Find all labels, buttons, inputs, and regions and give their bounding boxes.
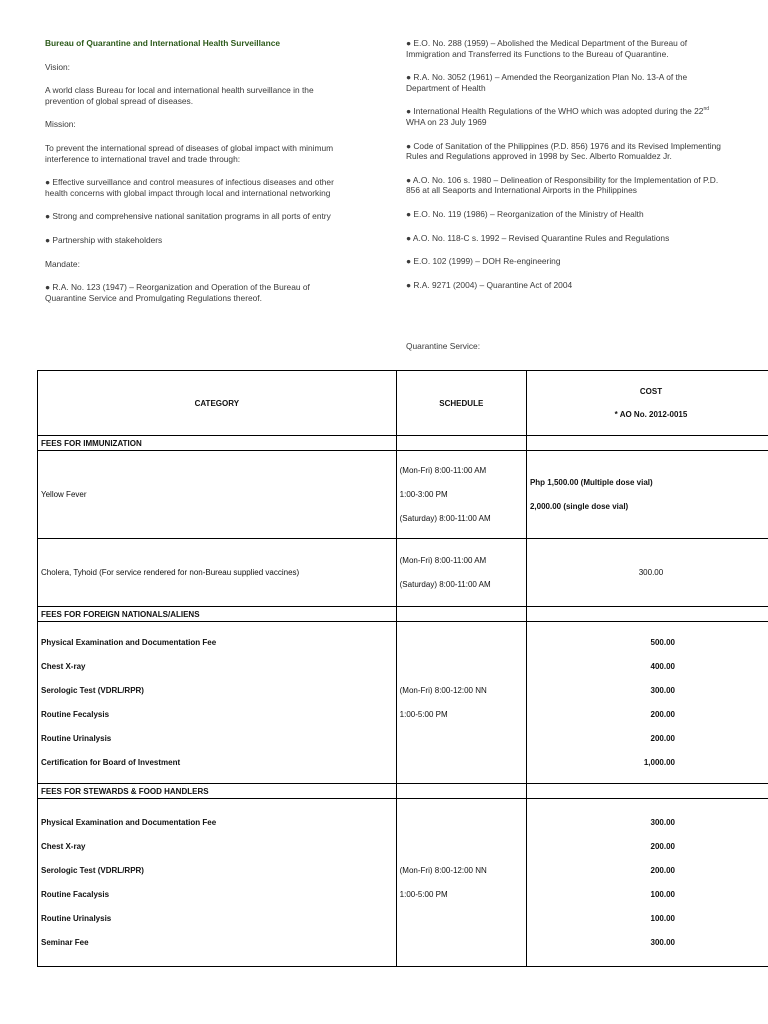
section-row-immunization	[38, 436, 768, 451]
cost-cell: Php 1,500.00 (Multiple dose vial) 2,000.00 (single dose vial)	[526, 451, 768, 539]
mission-item: ● Effective surveillance and control measures of infectious diseases and other health concerns with global impact through local and international networking	[45, 177, 334, 198]
table-row	[38, 451, 768, 539]
cost-cell: 300.00 200.00 200.00 100.00 100.00 300.00	[526, 799, 768, 967]
table-row	[38, 799, 768, 967]
cost-cell: 300.00	[526, 539, 768, 607]
law-item: ● E.O. No. 119 (1986) – Reorganization of the Ministry of Health	[406, 208, 644, 219]
header-category: CATEGORY	[38, 371, 397, 436]
table-row	[38, 622, 768, 784]
header-schedule: SCHEDULE	[396, 371, 526, 436]
schedule-cell: (Mon-Fri) 8:00-12:00 NN 1:00-5:00 PM	[396, 622, 526, 784]
org-title: Bureau of Quarantine and International Health Surveillance	[45, 38, 281, 48]
category-cell: Cholera, Tyhoid (For service rendered for non-Bureau supplied vaccines)	[38, 539, 397, 607]
schedule-cell: (Mon-Fri) 8:00-11:00 AM (Saturday) 8:00-11:00 AM	[396, 539, 526, 607]
law-item: ● R.A. No. 3052 (1961) – Amended the Reorganization Plan No. 13-A of the Department of Health	[406, 72, 688, 93]
law-item: ● E.O. No. 288 (1959) – Abolished the Medical Department of the Bureau of Immigration and Transferred its Functions to the Bureau of Quarantine.	[406, 38, 688, 59]
law-item: ● E.O. 102 (1999) – DOH Re-engineering	[406, 256, 561, 267]
category-cell: Physical Examination and Documentation Fee Chest X-ray Serologic Test (VDRL/RPR) Routine Fecalysis Routine Urinalysis Certification for Board of Investment	[38, 622, 397, 784]
mission-item: ● Strong and comprehensive national sanitation programs in all ports of entry	[45, 211, 331, 222]
left-column	[45, 38, 350, 316]
quarantine-service-label: Quarantine Service:	[406, 341, 481, 351]
category-cell: Physical Examination and Documentation Fee Chest X-ray Serologic Test (VDRL/RPR) Routine Facalysis Routine Urinalysis Seminar Fee	[38, 799, 397, 967]
category-cell: Yellow Fever	[38, 451, 397, 539]
law-item: ● Code of Sanitation of the Philippines (P.D. 856) 1976 and its Revised Implementing Rules and Regulations approved in 1998 by Sec. Alberto Romualdez Jr.	[406, 140, 721, 162]
mandate-label: Mandate:	[45, 258, 80, 269]
vision-text: A world class Bureau for local and international health surveillance in the prevention of global spread of diseases.	[45, 85, 314, 106]
section-row-foreign	[38, 607, 768, 622]
vision-label: Vision:	[45, 61, 70, 72]
law-item-ihr: ● International Health Regulations of the WHO which was adopted during the 22nd WHA on 23 July 1969	[406, 106, 709, 127]
mandate-item: ● R.A. No. 123 (1947) – Reorganization and Operation of the Bureau of Quarantine Service and Promulgating Regulations thereof.	[45, 282, 310, 303]
section-title: FEES FOR FOREIGN NATIONALS/ALIENS	[38, 607, 397, 622]
law-item: ● R.A. 9271 (2004) – Quarantine Act of 2004	[406, 279, 573, 290]
right-column	[406, 38, 726, 303]
mission-text: To prevent the international spread of diseases of global impact with minimum interference to international travel and trade through:	[45, 142, 334, 164]
law-item: ● A.O. No. 106 s. 1980 – Delineation of Responsibility for the Implementation of P.D. 856 at all Seaports and International Airports in the Philippines	[406, 174, 719, 196]
schedule-cell: (Mon-Fri) 8:00-12:00 NN 1:00-5:00 PM	[396, 799, 526, 967]
cost-cell: 500.00 400.00 300.00 200.00 200.00 1,000.00	[526, 622, 768, 784]
fees-table	[37, 370, 768, 967]
mission-item: ● Partnership with stakeholders	[45, 234, 163, 245]
section-title: FEES FOR STEWARDS & FOOD HANDLERS	[38, 784, 397, 799]
header-cost: COST * AO No. 2012-0015	[526, 371, 768, 436]
section-row-stewards	[38, 784, 768, 799]
section-title: FEES FOR IMMUNIZATION	[38, 436, 397, 451]
law-item: ● A.O. No. 118-C s. 1992 – Revised Quarantine Rules and Regulations	[406, 232, 670, 243]
table-row	[38, 539, 768, 607]
mission-label: Mission:	[45, 119, 76, 130]
schedule-cell: (Mon-Fri) 8:00-11:00 AM 1:00-3:00 PM (Saturday) 8:00-11:00 AM	[396, 451, 526, 539]
table-header-row	[38, 371, 768, 436]
